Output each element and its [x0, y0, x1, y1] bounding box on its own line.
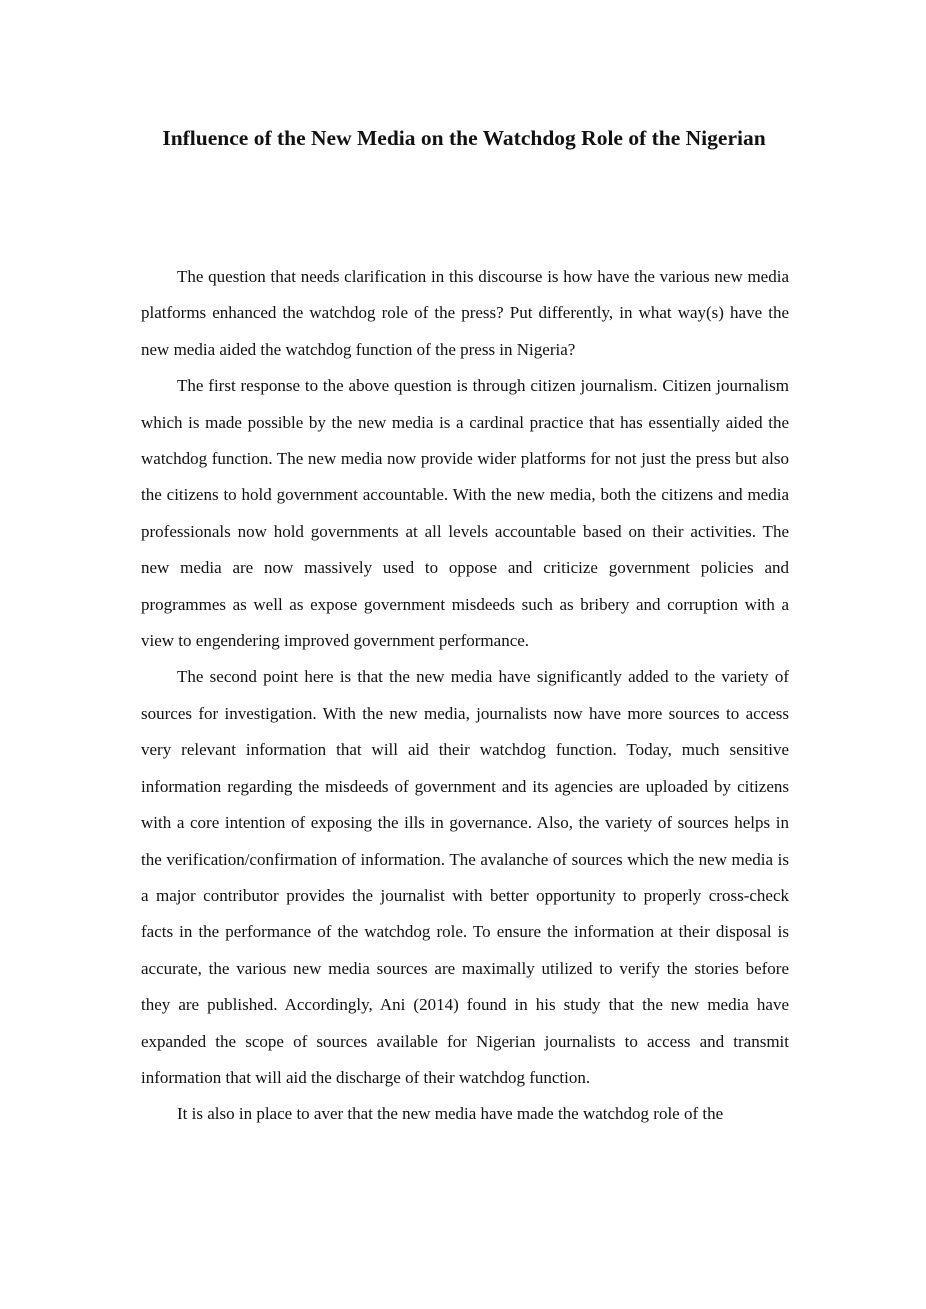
- paragraph-3: The second point here is that the new media have significantly added to the variety of sources for investigation. With the new media, journalists now have more sources to access very relevant information that will aid their watchdog function. Today, much sensitive information regarding the misdeeds of government and its agencies are uploaded by citizens with a core intention of exposing the ills in governance. Also, the variety of sources helps in the verification/confirmation of information. The avalanche of sources which the new media is a major contributor provides the journalist with better opportunity to properly cross-check facts in the performance of the watchdog role. To ensure the information at their disposal is accurate, the various new media sources are maximally utilized to verify the stories before they are published. Accordingly, Ani (2014) found in his study that the new media have expanded the scope of sources available for Nigerian journalists to access and transmit information that will aid the discharge of their watchdog function.: [141, 667, 789, 1087]
- document-body: [141, 259, 789, 1133]
- paragraph-4: It is also in place to aver that the new media have made the watchdog role of the: [177, 1104, 724, 1124]
- paragraph-2: The first response to the above question is through citizen journalism. Citizen journalism which is made possible by the new media is a cardinal practice that has essentially aided the watchdog function. The new media now provide wider platforms for not just the press but also the citizens to hold government accountable. With the new media, both the citizens and media professionals now hold governments at all levels accountable based on their activities. The new media are now massively used to oppose and criticize government policies and programmes as well as expose government misdeeds such as bribery and corruption with a view to engendering improved government performance.: [141, 376, 789, 651]
- paragraph-1: The question that needs clarification in this discourse is how have the various new media platforms enhanced the watchdog role of the press? Put differently, in what way(s) have the new media aided the watchdog function of the press in Nigeria?: [141, 267, 789, 359]
- document-title: Influence of the New Media on the Watchdog Role of the Nigerian: [162, 126, 766, 150]
